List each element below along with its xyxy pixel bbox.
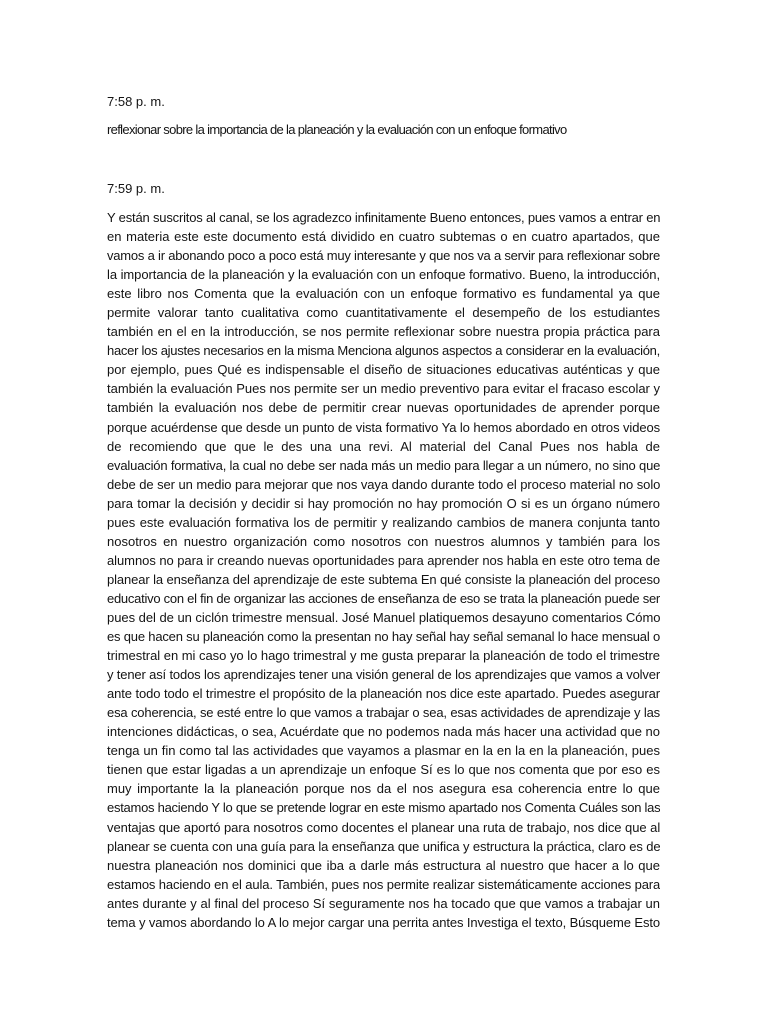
transcript-line: pues este evaluación formativa los de permitir y realizando cambios de manera conjunta tanto xyxy=(107,514,660,530)
transcript-line: ante todo todo el trimestre el propósito de la planeación nos dice este apartado. Puedes asegurar xyxy=(107,686,660,702)
transcript-line: debe de ser un medio para mejorar que nos vaya dando durante todo el proceso material no solo xyxy=(107,476,660,492)
transcript-line: también en el en la introducción, se nos permite reflexionar sobre nuestra propia práctica para xyxy=(107,324,660,340)
transcript-line: pues del de un ciclón trimestre mensual. José Manuel platiquemos desayuno comentarios Cómo xyxy=(107,609,660,625)
transcript-line: tienen que estar ligadas a un aprendizaje un enfoque Sí es lo que nos comenta que por eso es xyxy=(107,762,660,778)
transcript-line: hacer los ajustes necesarios en la misma Menciona algunos aspectos a considerar en la evaluación, xyxy=(107,343,660,359)
transcript-line: intenciones didácticas, o sea, Acuérdate que no podemos nada más hacer una actividad que no xyxy=(107,724,660,740)
transcript-line: ventajas que aportó para nosotros como docentes el planear una ruta de trabajo, nos dice que al xyxy=(107,819,660,835)
transcript-line: nuestra planeación nos dominici que iba a darle más estructura al nuestro que hacer a lo que xyxy=(107,857,660,873)
transcript-line: la importancia de la planeación y la evaluación con un enfoque formativo. Bueno, la introducción, xyxy=(107,267,660,283)
transcript-line: tema y vamos abordando lo A lo mejor cargar una perrita antes Investiga el texto, Búsqueme Esto xyxy=(107,914,660,930)
transcript-line: vamos a ir abonando poco a poco está muy interesante y que nos va a servir para reflexionar sobre xyxy=(107,248,660,264)
transcript-line: trimestral en mi caso yo lo hago trimestral y me gusta preparar la planeación de todo el trimestre xyxy=(107,648,660,664)
timestamp-first: 7:58 p. m. xyxy=(107,94,165,109)
transcript-line: Y están suscritos al canal, se los agradezco infinitamente Bueno entonces, pues vamos a entrar en xyxy=(107,210,660,225)
transcript-line: este libro nos Comenta que la evaluación con un enfoque formativo es fundamental ya que xyxy=(107,286,660,302)
transcript-line: nosotros en nuestro organización como nosotros con nuestros alumnos y también para los xyxy=(107,533,660,549)
transcript-line: en materia este este documento está dividido en cuatro subtemas o en cuatro apartados, que xyxy=(107,229,660,245)
summary-line: reflexionar sobre la importancia de la planeación y la evaluación con un enfoque formativo xyxy=(107,122,567,137)
transcript-line: alumnos no para ir creando nuevas oportunidades para aprender nos habla en este otro tema de xyxy=(107,552,660,568)
transcript-line: también la evaluación Pues nos permite ser un medio preventivo para evitar el fracaso escolar y xyxy=(107,381,660,397)
transcript-line: para tomar la decisión y decidir si hay promoción no hay promoción O si es un órgano número xyxy=(107,495,660,511)
transcript-line: esa coherencia, se esté entre lo que vamos a trabajar o sea, esas actividades de aprendizaje y las xyxy=(107,705,660,721)
transcript-line: porque acuérdense que desde un punto de vista formativo Ya lo hemos abordado en otros videos xyxy=(107,419,660,435)
transcript-line: permite valorar tanto cualitativa como cuantitativamente el desempeño de los estudiantes xyxy=(107,305,660,321)
transcript-line: es que hacen su planeación como la presentan no hay señal hay señal semanal lo hace mensual o xyxy=(107,629,660,645)
transcript-line: estamos haciendo Y lo que se pretende lograr en este mismo apartado nos Comenta Cuáles son las xyxy=(107,800,660,816)
transcript-line: antes durante y al final del proceso Sí seguramente nos ha tocado que que vamos a trabajar un xyxy=(107,895,660,911)
transcript-line: educativo con el fin de organizar las acciones de enseñanza de eso se trata la planeación puede ser xyxy=(107,590,660,606)
timestamp-second: 7:59 p. m. xyxy=(107,181,165,196)
transcript-line: de recomiendo que que le des una una revi. Al material del Canal Pues nos habla de xyxy=(107,438,660,454)
transcript-paragraph xyxy=(107,208,660,932)
transcript-line: planear se cuenta con una guía para la enseñanza que unifica y estructura la práctica, claro es de xyxy=(107,838,660,854)
transcript-line: y tener así todos los aprendizajes tener una visión general de los aprendizajes que vamos a volver xyxy=(107,667,660,683)
transcript-line: también la evaluación nos debe de permitir crear nuevas oportunidades de aprender porque xyxy=(107,400,660,416)
transcript-line: evaluación formativa, la cual no debe ser nada más un medio para llegar a un número, no sino que xyxy=(107,457,660,473)
transcript-line: por ejemplo, pues Qué es indispensable el diseño de situaciones educativas auténticas y que xyxy=(107,362,660,378)
transcript-line: estamos haciendo en el aula. También, pues nos permite realizar sistemáticamente acciones para xyxy=(107,876,660,892)
transcript-line: tenga un fin como tal las actividades que vayamos a plasmar en la en la en la planeación, pues xyxy=(107,743,660,759)
transcript-line: muy importante la la planeación porque nos da el nos asegura esa coherencia entre lo que xyxy=(107,781,660,797)
transcript-line: planear la enseñanza del aprendizaje de este subtema En qué consiste la planeación del proceso xyxy=(107,571,660,587)
